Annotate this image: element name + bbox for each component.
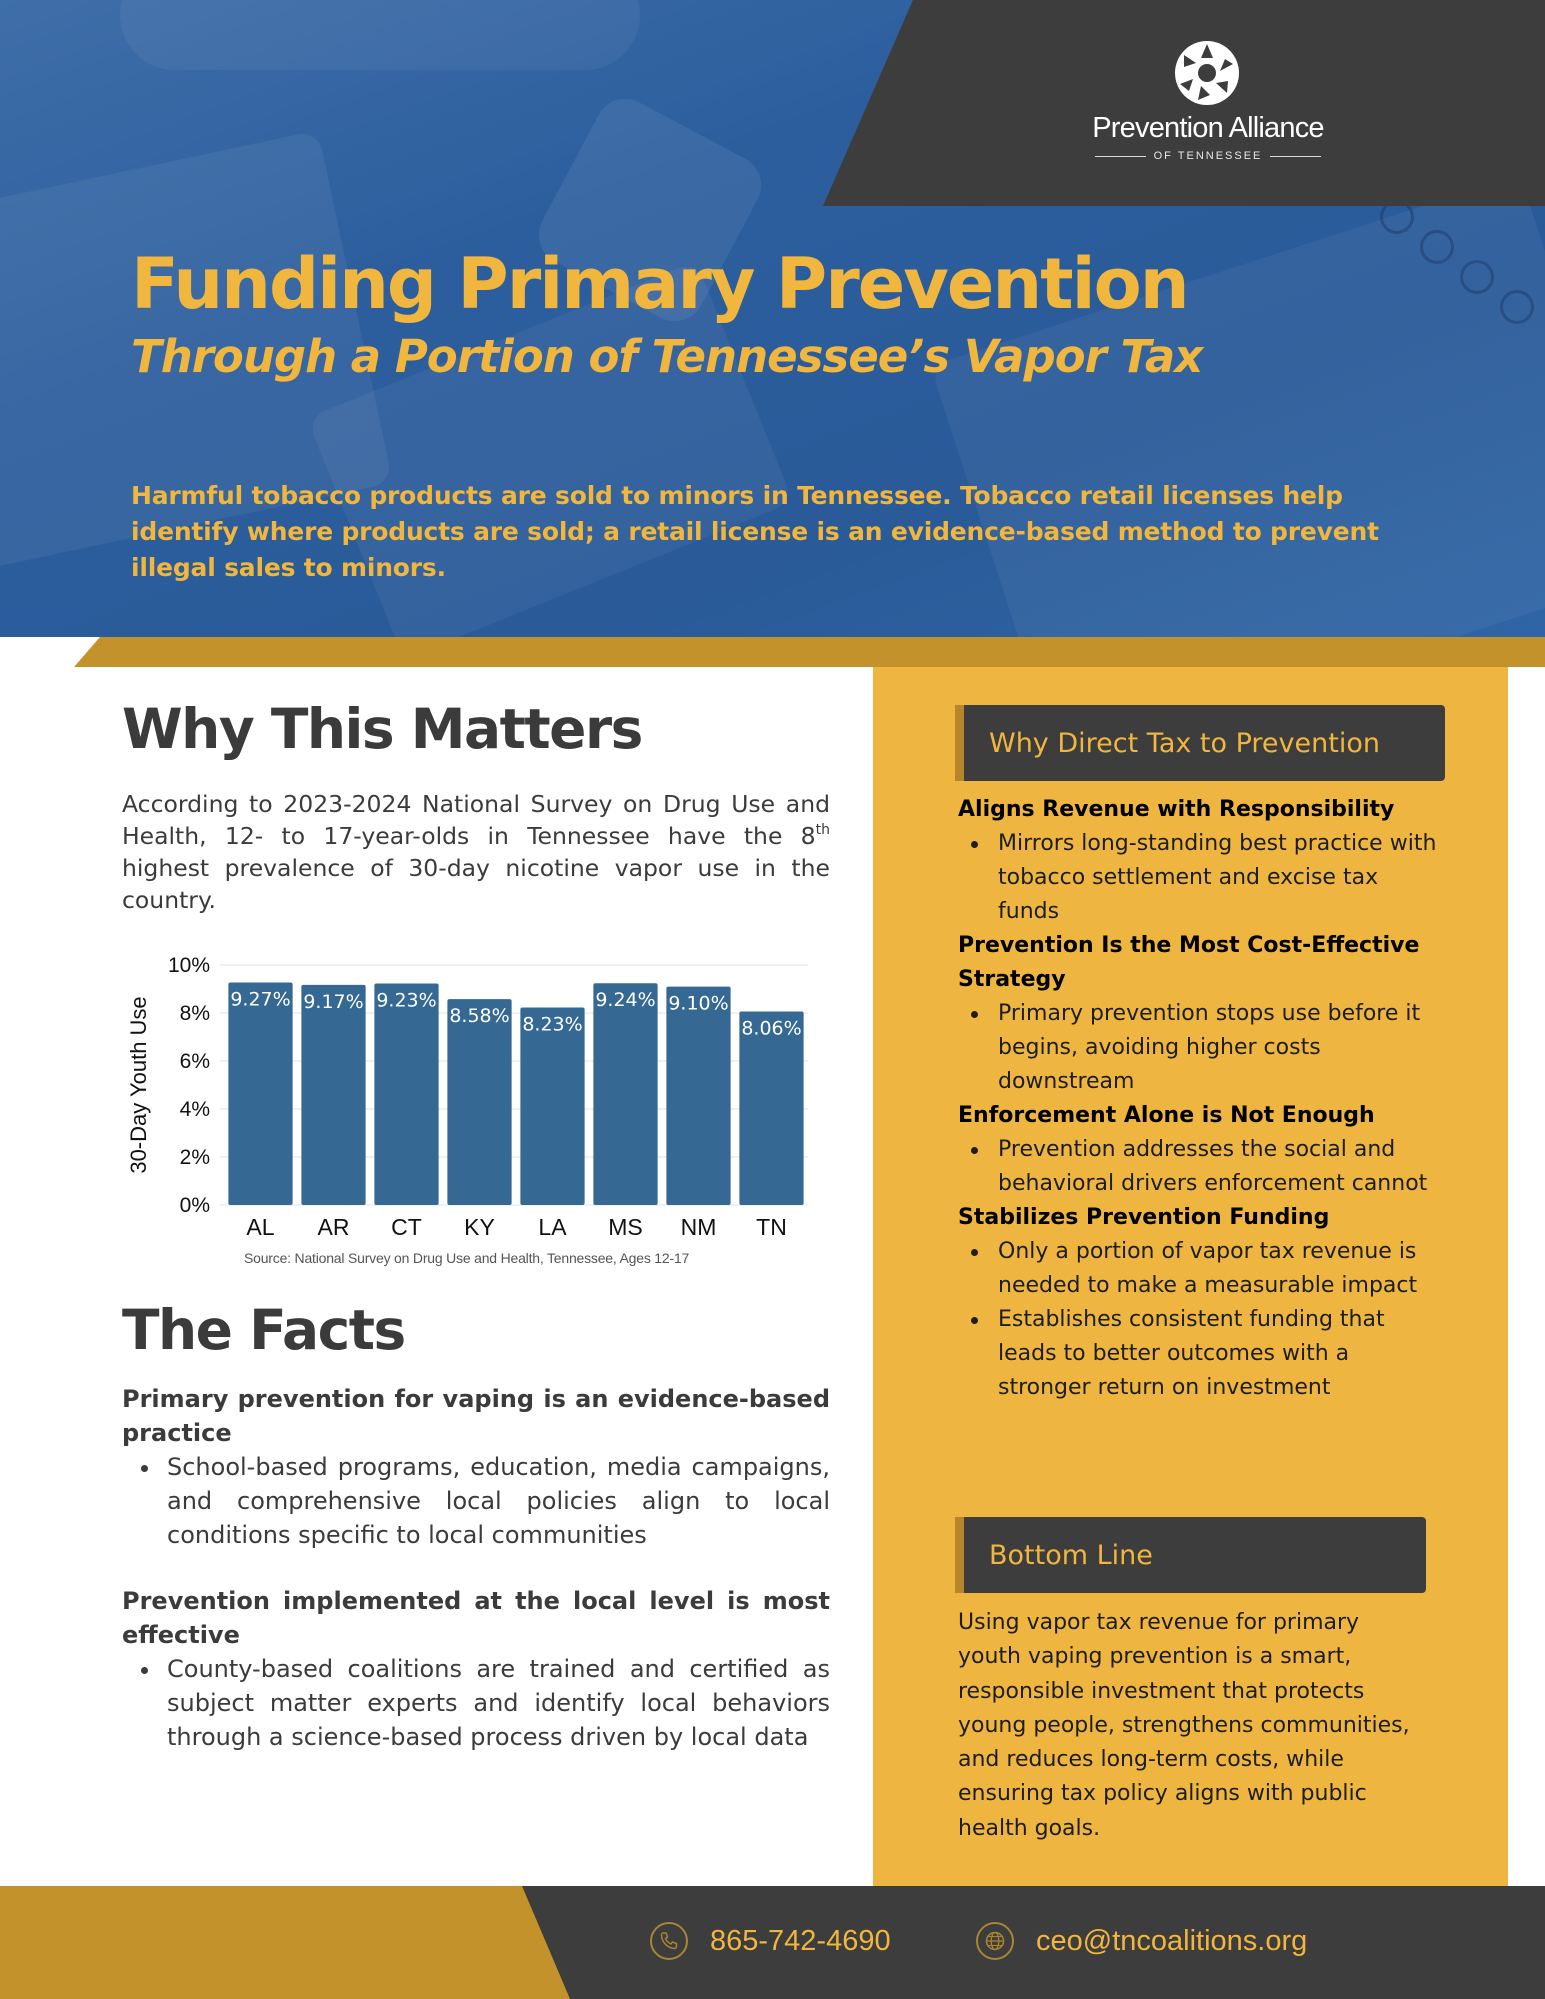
bar-data-label: 9.27%: [230, 988, 291, 1011]
facts-list: [122, 1382, 830, 1786]
gold-divider-strip: [0, 637, 1545, 667]
bottom-line-text: Using vapor tax revenue for primary youth vaping prevention is a smart, responsible investment that protects young people, strengthens communities, and reduces long-term costs, while ensuring tax policy aligns with public health goals.: [958, 1610, 1410, 1841]
the-facts-title: The Facts: [122, 1298, 405, 1362]
bar-data-label: 9.17%: [303, 990, 364, 1013]
chart-bar-la: [520, 1007, 584, 1205]
why-text-superscript: th: [815, 822, 830, 838]
why-this-matters-text: [122, 788, 830, 916]
chart-bar-ms: [593, 983, 657, 1205]
why-direct-section-heading: Enforcement Alone is Not Enough: [958, 1103, 1375, 1128]
fact-bullet: County-based coalitions are trained and certified as subject matter experts and identify local behaviors through a science-based process driven by local data: [122, 1652, 830, 1754]
logo-subtitle: [1095, 150, 1321, 162]
bar-data-label: 9.24%: [595, 989, 656, 1012]
globe-icon: [976, 1922, 1014, 1960]
fact-bullets: [122, 1450, 830, 1552]
background-coin-shape: [120, 0, 640, 70]
why-direct-heading: [955, 705, 1445, 781]
prevention-alliance-logo-icon: [1172, 38, 1242, 108]
page-subtitle: Through a Portion of Tennessee’s Vapor Tax: [131, 330, 1203, 383]
footer-gold-accent: [0, 1886, 570, 1999]
page-title: Funding Primary Prevention: [131, 243, 1188, 325]
why-direct-bullets: [958, 1235, 1438, 1405]
why-direct-bullet: Establishes consistent funding that leads to better outcomes with a stronger return on investment: [958, 1303, 1438, 1405]
vapor-use-bar-chart: [118, 950, 818, 1272]
why-direct-bullets: [958, 827, 1438, 929]
intro-text: Harmful tobacco products are sold to minors in Tennessee. Tobacco retail licenses help identify where products are sold; a retail license is an evidence-based method to prevent illegal sales to minors.: [131, 481, 1379, 582]
x-tick-label: LA: [538, 1214, 567, 1240]
y-axis-label: 30-Day Youth Use: [126, 996, 151, 1174]
chart-bar-tn: [739, 1012, 803, 1205]
bar-data-label: 9.23%: [376, 989, 437, 1012]
y-tick-label: 4%: [179, 1098, 210, 1121]
why-direct-bullets: [958, 1133, 1438, 1201]
chart-bar-ky: [447, 999, 511, 1205]
phone-contact[interactable]: [650, 1922, 891, 1960]
email-address[interactable]: ceo@tncoalitions.org: [1036, 1924, 1308, 1957]
phone-icon: [650, 1922, 688, 1960]
fact-bullets: [122, 1652, 830, 1754]
why-text-part1: According to 2023-2024 National Survey on Drug Use and Health, 12- to 17-year-olds in Tennessee have the 8: [122, 790, 830, 850]
x-tick-label: NM: [680, 1214, 717, 1240]
bottom-line-heading-text: Bottom Line: [989, 1539, 1153, 1571]
bar-data-label: 8.23%: [522, 1013, 583, 1036]
y-tick-label: 0%: [179, 1194, 210, 1217]
bottom-line-heading: [955, 1517, 1426, 1593]
bar-data-label: 8.06%: [741, 1017, 802, 1040]
x-tick-label: TN: [756, 1214, 787, 1240]
email-contact[interactable]: [976, 1922, 1307, 1960]
x-tick-label: CT: [391, 1214, 422, 1240]
y-tick-label: 8%: [179, 1002, 210, 1025]
chart-bar-nm: [666, 987, 730, 1205]
chart-source-note: Source: National Survey on Drug Use and Health, Tennessee, Ages 12-17: [244, 1250, 690, 1266]
why-direct-list: [958, 793, 1438, 1405]
logo-wordmark: Prevention Alliance: [1092, 112, 1324, 144]
bar-data-label: 8.58%: [449, 1005, 510, 1028]
y-tick-label: 10%: [167, 954, 210, 977]
why-direct-section-heading: Prevention Is the Most Cost-Effective Strategy: [958, 933, 1420, 992]
why-text-part2: highest prevalence of 30-day nicotine vapor use in the country.: [122, 854, 830, 914]
why-direct-bullet: Mirrors long-standing best practice with tobacco settlement and excise tax funds: [958, 827, 1438, 929]
fact-heading: Primary prevention for vaping is an evidence-based practice: [122, 1385, 830, 1447]
logo-rule-left: [1095, 156, 1146, 157]
logo-subtitle-text: OF TENNESSEE: [1153, 150, 1263, 162]
why-direct-section-heading: Stabilizes Prevention Funding: [958, 1205, 1330, 1230]
fact-heading: Prevention implemented at the local level is most effective: [122, 1587, 830, 1649]
why-direct-bullets: [958, 997, 1438, 1099]
why-direct-section-heading: Aligns Revenue with Responsibility: [958, 797, 1395, 822]
fact-bullet: School-based programs, education, media campaigns, and comprehensive local policies align to local conditions specific to local communities: [122, 1450, 830, 1552]
y-tick-label: 2%: [179, 1146, 210, 1169]
bar-data-label: 9.10%: [668, 992, 729, 1015]
y-tick-label: 6%: [179, 1050, 210, 1073]
x-tick-label: AL: [246, 1214, 275, 1240]
chart-bar-ar: [301, 985, 365, 1205]
why-direct-bullet: Primary prevention stops use before it begins, avoiding higher costs downstream: [958, 997, 1438, 1099]
chart-bar-al: [228, 983, 292, 1205]
why-this-matters-title: Why This Matters: [122, 697, 642, 761]
x-tick-label: AR: [317, 1214, 350, 1240]
chart-bar-ct: [374, 983, 438, 1205]
why-direct-bullet: Prevention addresses the social and behavioral drivers enforcement cannot: [958, 1133, 1438, 1201]
logo-rule-right: [1270, 156, 1321, 157]
x-tick-label: MS: [608, 1214, 643, 1240]
why-direct-heading-text: Why Direct Tax to Prevention: [989, 727, 1380, 759]
phone-number[interactable]: 865-742-4690: [710, 1924, 891, 1957]
x-tick-label: KY: [464, 1214, 495, 1240]
why-direct-bullet: Only a portion of vapor tax revenue is needed to make a measurable impact: [958, 1235, 1438, 1303]
